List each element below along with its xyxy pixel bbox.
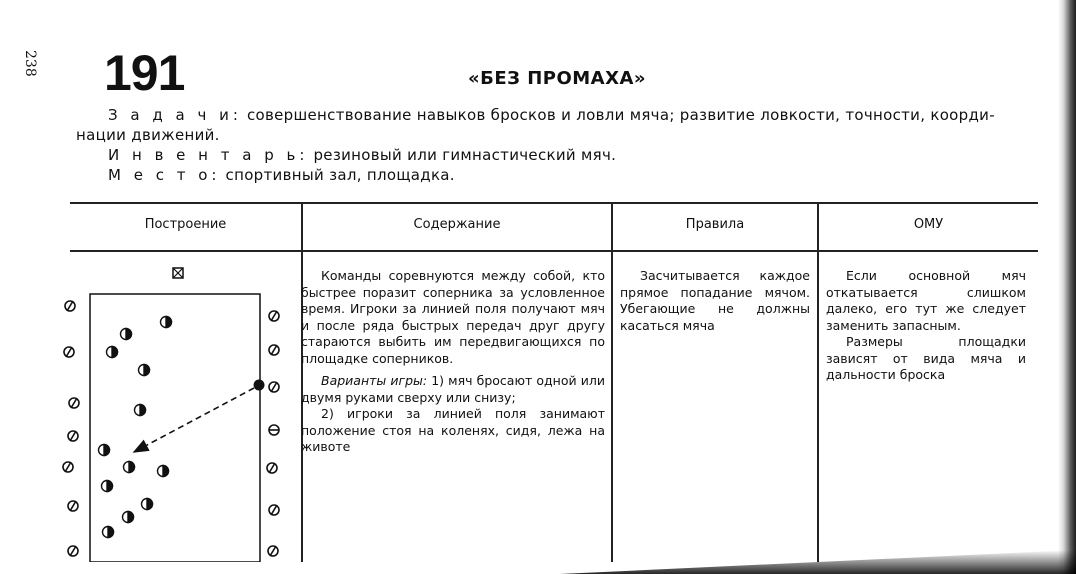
exercise-title: «БЕЗ ПРОМАХА»: [468, 68, 647, 89]
field-players: [99, 317, 172, 538]
header-content: Содержание: [413, 217, 501, 232]
tasks-label: З а д а ч и:: [108, 106, 242, 124]
omu-cell: [826, 268, 1026, 384]
rules-text: Засчитывается каждое прямое попадание мячом. Убегающие не должны касаться мяча: [620, 268, 810, 333]
table-header-rule: [70, 250, 1038, 252]
variant-1: 1) мяч бросают одной или двумя руками сверху или снизу;: [301, 373, 605, 405]
content-paragraph-1: Команды соревнуются между собой, кто быстрее поразит соперника за условленное время. Игроки за линией поля получают мяч и после ряда быстрых передач друг другу стараются выбить им передвигающихся по площадке соперников.: [301, 268, 605, 366]
place-text: спортивный зал, площадка.: [225, 166, 455, 184]
omu-paragraph-1: Если основной мяч откатывается слишком далеко, его тут же следует заменить запасным.: [826, 268, 1026, 333]
table-top-rule: [70, 202, 1038, 204]
rules-cell: [620, 268, 810, 334]
variants-label: Варианты игры:: [321, 373, 428, 388]
inventory-label: И н в е н т а р ь:: [108, 146, 309, 164]
exercise-number: 191: [104, 45, 185, 101]
column-divider-3: [817, 202, 819, 562]
header-omu: ОМУ: [913, 217, 944, 232]
header-rules: Правила: [685, 217, 745, 232]
referee-icon: [173, 268, 183, 278]
page-edge-shadow: [1058, 0, 1076, 574]
playing-field: [90, 294, 260, 562]
throw-arrow: [134, 388, 254, 452]
tasks-text-1: совершенствование навыков бросков и ловли мяча; развитие ловкости, точности, коорди-: [246, 106, 995, 124]
header-construction: Построение: [144, 217, 227, 232]
tasks-line-2: нации движений.: [76, 126, 220, 144]
left-outside-players: [63, 301, 79, 556]
inventory-text: резиновый или гимнастический мяч.: [313, 146, 617, 164]
tasks-line-1: [108, 106, 995, 124]
place-line: [108, 166, 455, 184]
inventory-line: [108, 146, 616, 164]
page-number: 238: [22, 50, 38, 77]
omu-paragraph-2: Размеры площадки зависят от вида мяча и дальности броска: [826, 334, 1026, 382]
right-outside-players: [267, 311, 279, 556]
formation-diagram: [56, 262, 296, 562]
variant-2: 2) игроки за линией поля занимают положение стоя на коленях, сидя, лежа на животе: [301, 406, 605, 454]
column-divider-2: [611, 202, 613, 562]
place-label: М е с т о:: [108, 166, 221, 184]
content-variants: [301, 373, 605, 406]
thrower-with-ball: [254, 380, 265, 391]
content-cell: [301, 268, 605, 456]
